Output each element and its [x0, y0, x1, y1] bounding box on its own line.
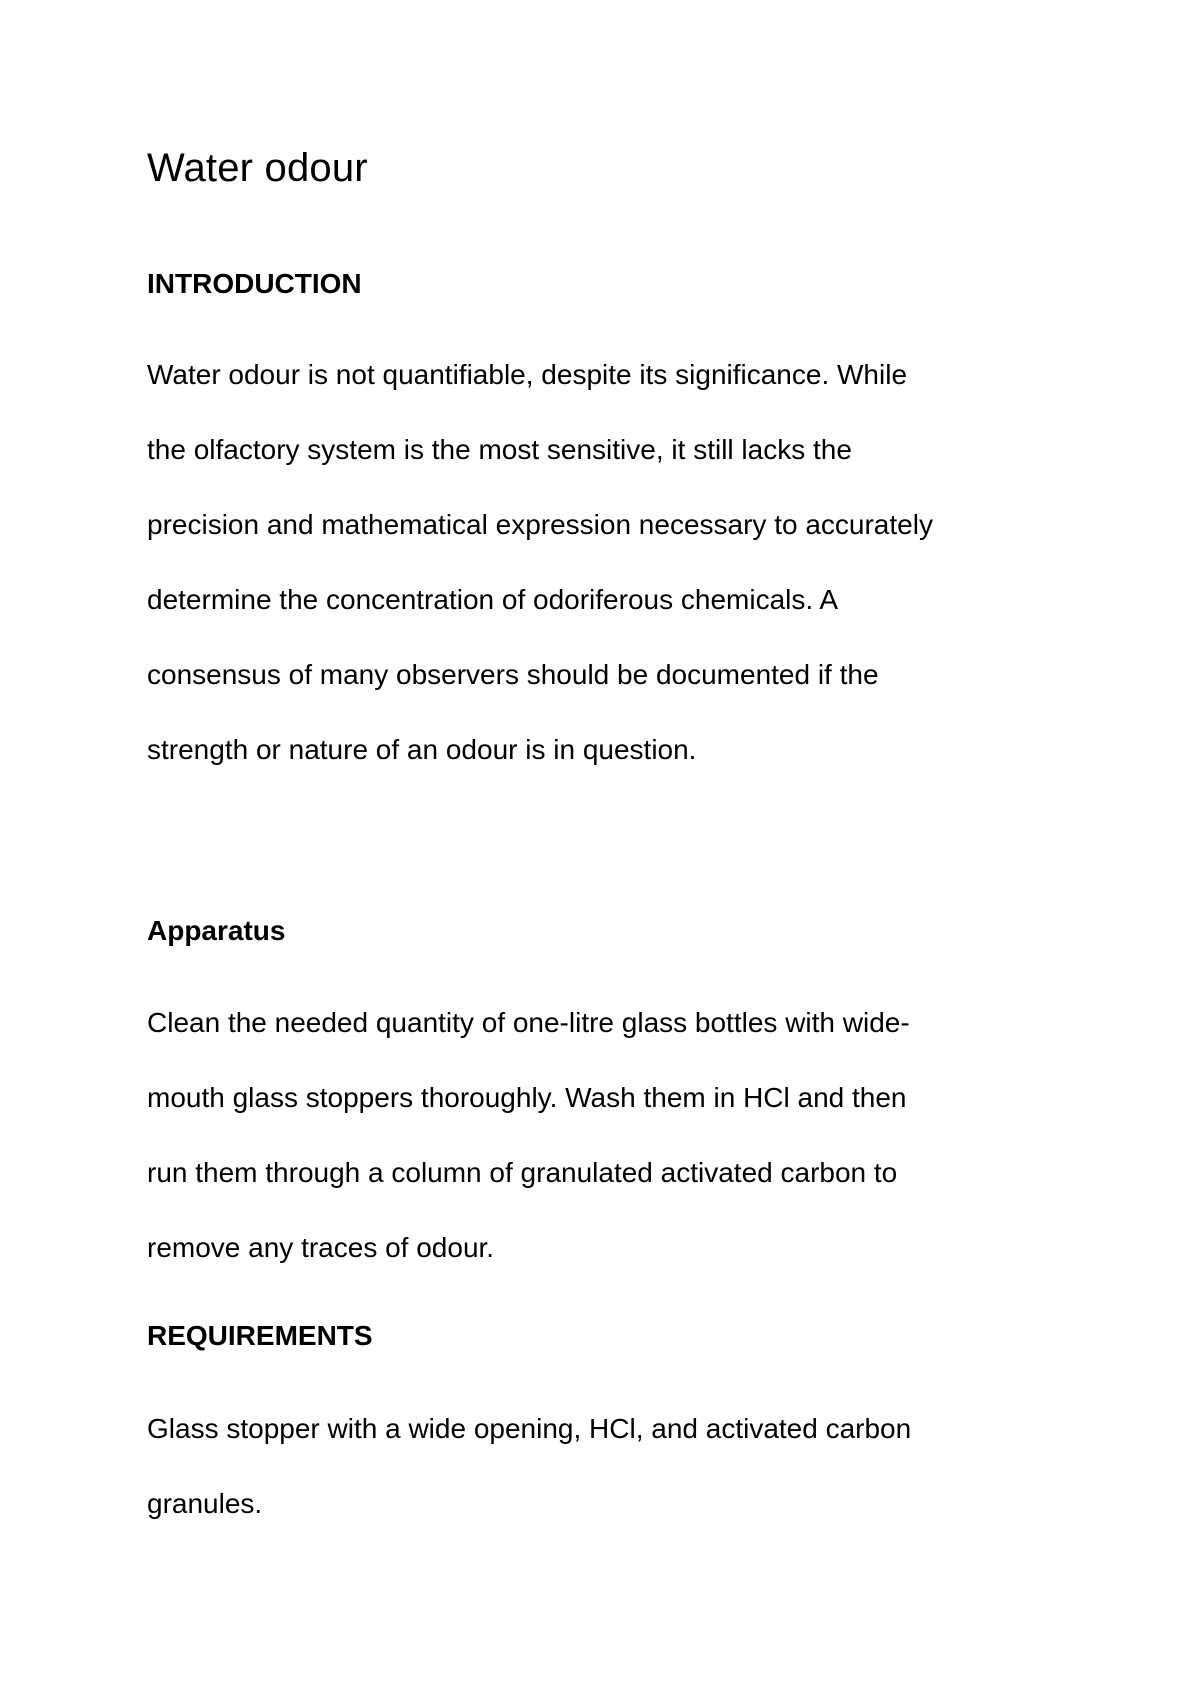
paragraph-line: strength or nature of an odour is in question.: [147, 734, 697, 765]
paragraph-line: the olfactory system is the most sensitive, it still lacks the: [147, 434, 852, 465]
paragraph-line: Glass stopper with a wide opening, HCl, and activated carbon: [147, 1413, 912, 1444]
paragraph-line: Water odour is not quantifiable, despite its significance. While: [147, 359, 908, 390]
paragraph-line: run them through a column of granulated activated carbon to: [147, 1157, 898, 1188]
paragraph-line: Clean the needed quantity of one-litre glass bottles with wide-: [147, 1007, 910, 1038]
paragraph-line: consensus of many observers should be documented if the: [147, 659, 879, 690]
apparatus-paragraph: [147, 985, 1147, 1285]
introduction-paragraph: [147, 337, 1147, 787]
paragraph-line: granules.: [147, 1488, 263, 1519]
paragraph-line: determine the concentration of odoriferous chemicals. A: [147, 584, 839, 615]
document-title: Water odour: [147, 146, 368, 190]
requirements-paragraph: [147, 1391, 1147, 1541]
section-heading-introduction: INTRODUCTION: [147, 268, 362, 299]
paragraph-line: precision and mathematical expression necessary to accurately: [147, 509, 933, 540]
section-heading-requirements: REQUIREMENTS: [147, 1320, 373, 1351]
paragraph-line: mouth glass stoppers thoroughly. Wash them in HCl and then: [147, 1082, 907, 1113]
paragraph-line: remove any traces of odour.: [147, 1232, 495, 1263]
section-heading-apparatus: Apparatus: [147, 915, 286, 946]
